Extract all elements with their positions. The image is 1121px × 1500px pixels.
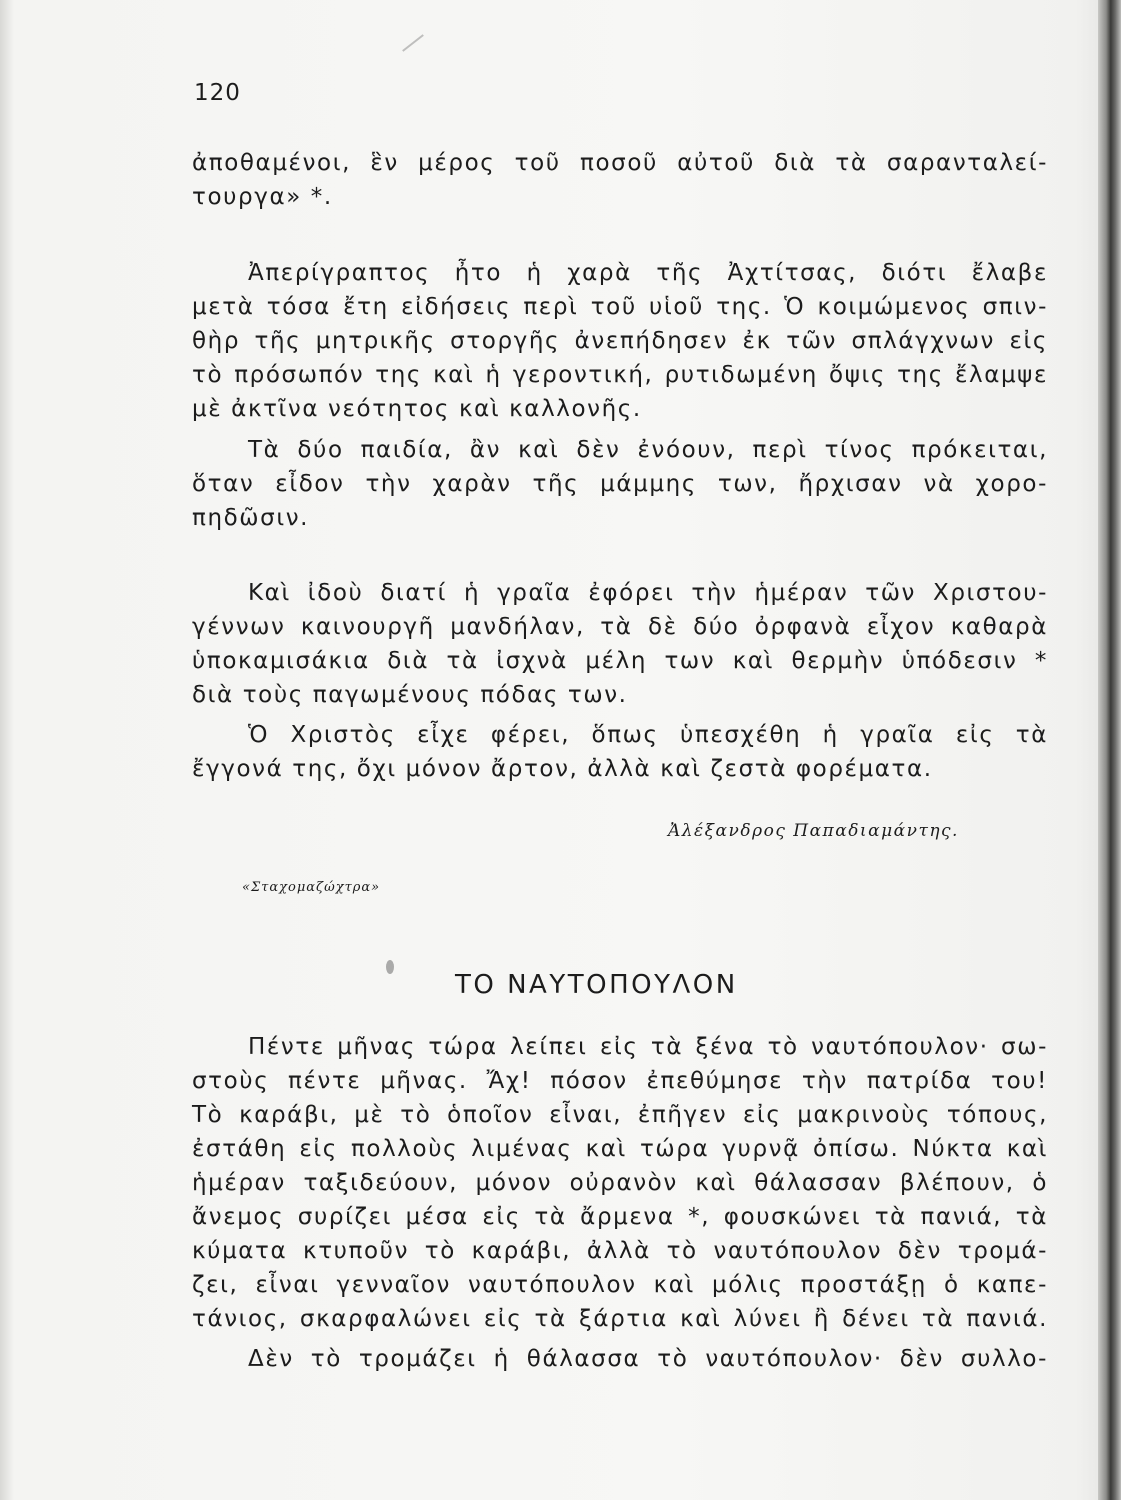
text-line: πηδῶσιν. [192,505,310,531]
text-line: κύματα κτυποῦν τὸ καράβι, ἀλλὰ τὸ ναυτόπουλον δὲν τρομά- [192,1238,1048,1264]
text-line: ἀποθαμένοι, ἓν μέρος τοῦ ποσοῦ αὐτοῦ διὰ τὰ σαρανταλεί- [192,150,1048,176]
text-line: τουργα» *. [192,184,333,210]
text-line: στοὺς πέντε μῆνας. Ἄχ! πόσον ἐπεθύμησε τὴν πατρίδα του! [192,1068,1048,1094]
text-line: τάνιος, σκαρφαλώνει εἰς τὰ ξάρτια καὶ λύνει ἢ δένει τὰ πανιά. [192,1306,1048,1332]
text-line: Πέντε μῆνας τώρα λείπει εἰς τὰ ξένα τὸ ναυτόπουλον· σω- [248,1034,1048,1060]
text-line: θὴρ τῆς μητρικῆς στοργῆς ἀνεπήδησεν ἐκ τῶν σπλάγχνων εἰς [192,328,1048,354]
text-line: ἐστάθη εἰς πολλοὺς λιμένας καὶ τώρα γυρνᾷ ὀπίσω. Νύκτα καὶ [192,1136,1048,1162]
text-line: διὰ τοὺς παγωμένους πόδας των. [192,682,628,708]
text-line: ἄνεμος συρίζει μέσα εἰς τὰ ἄρμενα *, φουσκώνει τὰ πανιά, τὰ [192,1204,1048,1230]
text-line: ὑποκαμισάκια διὰ τὰ ἰσχνὰ μέλη των καὶ θερμὴν ὑπόδεσιν * [192,648,1048,674]
text-line: τὸ πρόσωπόν της καὶ ἡ γεροντική, ρυτιδωμένη ὄψις της ἔλαμψε [192,362,1048,388]
text-line: ἡμέραν ταξιδεύουν, μόνον οὐρανὸν καὶ θάλασσαν βλέπουν, ὁ [192,1170,1048,1196]
author-signature: Ἀλέξανδρος Παπαδιαμάντης. [668,821,959,841]
text-line: μὲ ἀκτῖνα νεότητος καὶ καλλονῆς. [192,396,642,422]
text-line: μετὰ τόσα ἔτη εἰδήσεις περὶ τοῦ υἱοῦ της. Ὁ κοιμώμενος σπιν- [192,294,1048,320]
book-binding-edge [1098,0,1121,1500]
text-line: Καὶ ἰδοὺ διατί ἡ γραῖα ἐφόρει τὴν ἡμέραν τῶν Χριστου- [248,580,1048,606]
text-line: Δὲν τὸ τρομάζει ἡ θάλασσα τὸ ναυτόπουλον· δὲν συλλο- [248,1346,1048,1372]
text-line: ζει, εἶναι γενναῖον ναυτόπουλον καὶ μόλις προστάξῃ ὁ καπε- [192,1272,1048,1298]
section-title: ΤΟ ΝΑΥΤΟΠΟΥΛΟΝ [455,970,738,1000]
text-line: Ἀπερίγραπτος ἦτο ἡ χαρὰ τῆς Ἀχτίτσας, διότι ἔλαβε [248,260,1048,286]
text-line: ὅταν εἶδον τὴν χαρὰν τῆς μάμμης των, ἤρχισαν νὰ χορο- [192,471,1048,497]
source-citation: «Σταχομαζώχτρα» [242,880,381,895]
pencil-mark [402,34,424,52]
page-edge-shadow [0,0,14,1500]
text-line: ἔγγονά της, ὄχι μόνον ἄρτον, ἀλλὰ καὶ ζεστὰ φορέματα. [192,756,933,782]
text-line: Τὰ δύο παιδία, ἂν καὶ δὲν ἐνόουν, περὶ τίνος πρόκειται, [248,437,1048,463]
page-number: 120 [194,80,241,106]
text-line: Ὁ Χριστὸς εἶχε φέρει, ὅπως ὑπεσχέθη ἡ γραῖα εἰς τὰ [248,722,1048,748]
ink-spot [386,960,394,974]
text-line: γέννων καινουργῆ μανδήλαν, τὰ δὲ δύο ὀρφανὰ εἶχον καθαρὰ [192,614,1048,640]
text-line: Τὸ καράβι, μὲ τὸ ὁποῖον εἶναι, ἐπῆγεν εἰς μακρινοὺς τόπους, [192,1102,1048,1128]
